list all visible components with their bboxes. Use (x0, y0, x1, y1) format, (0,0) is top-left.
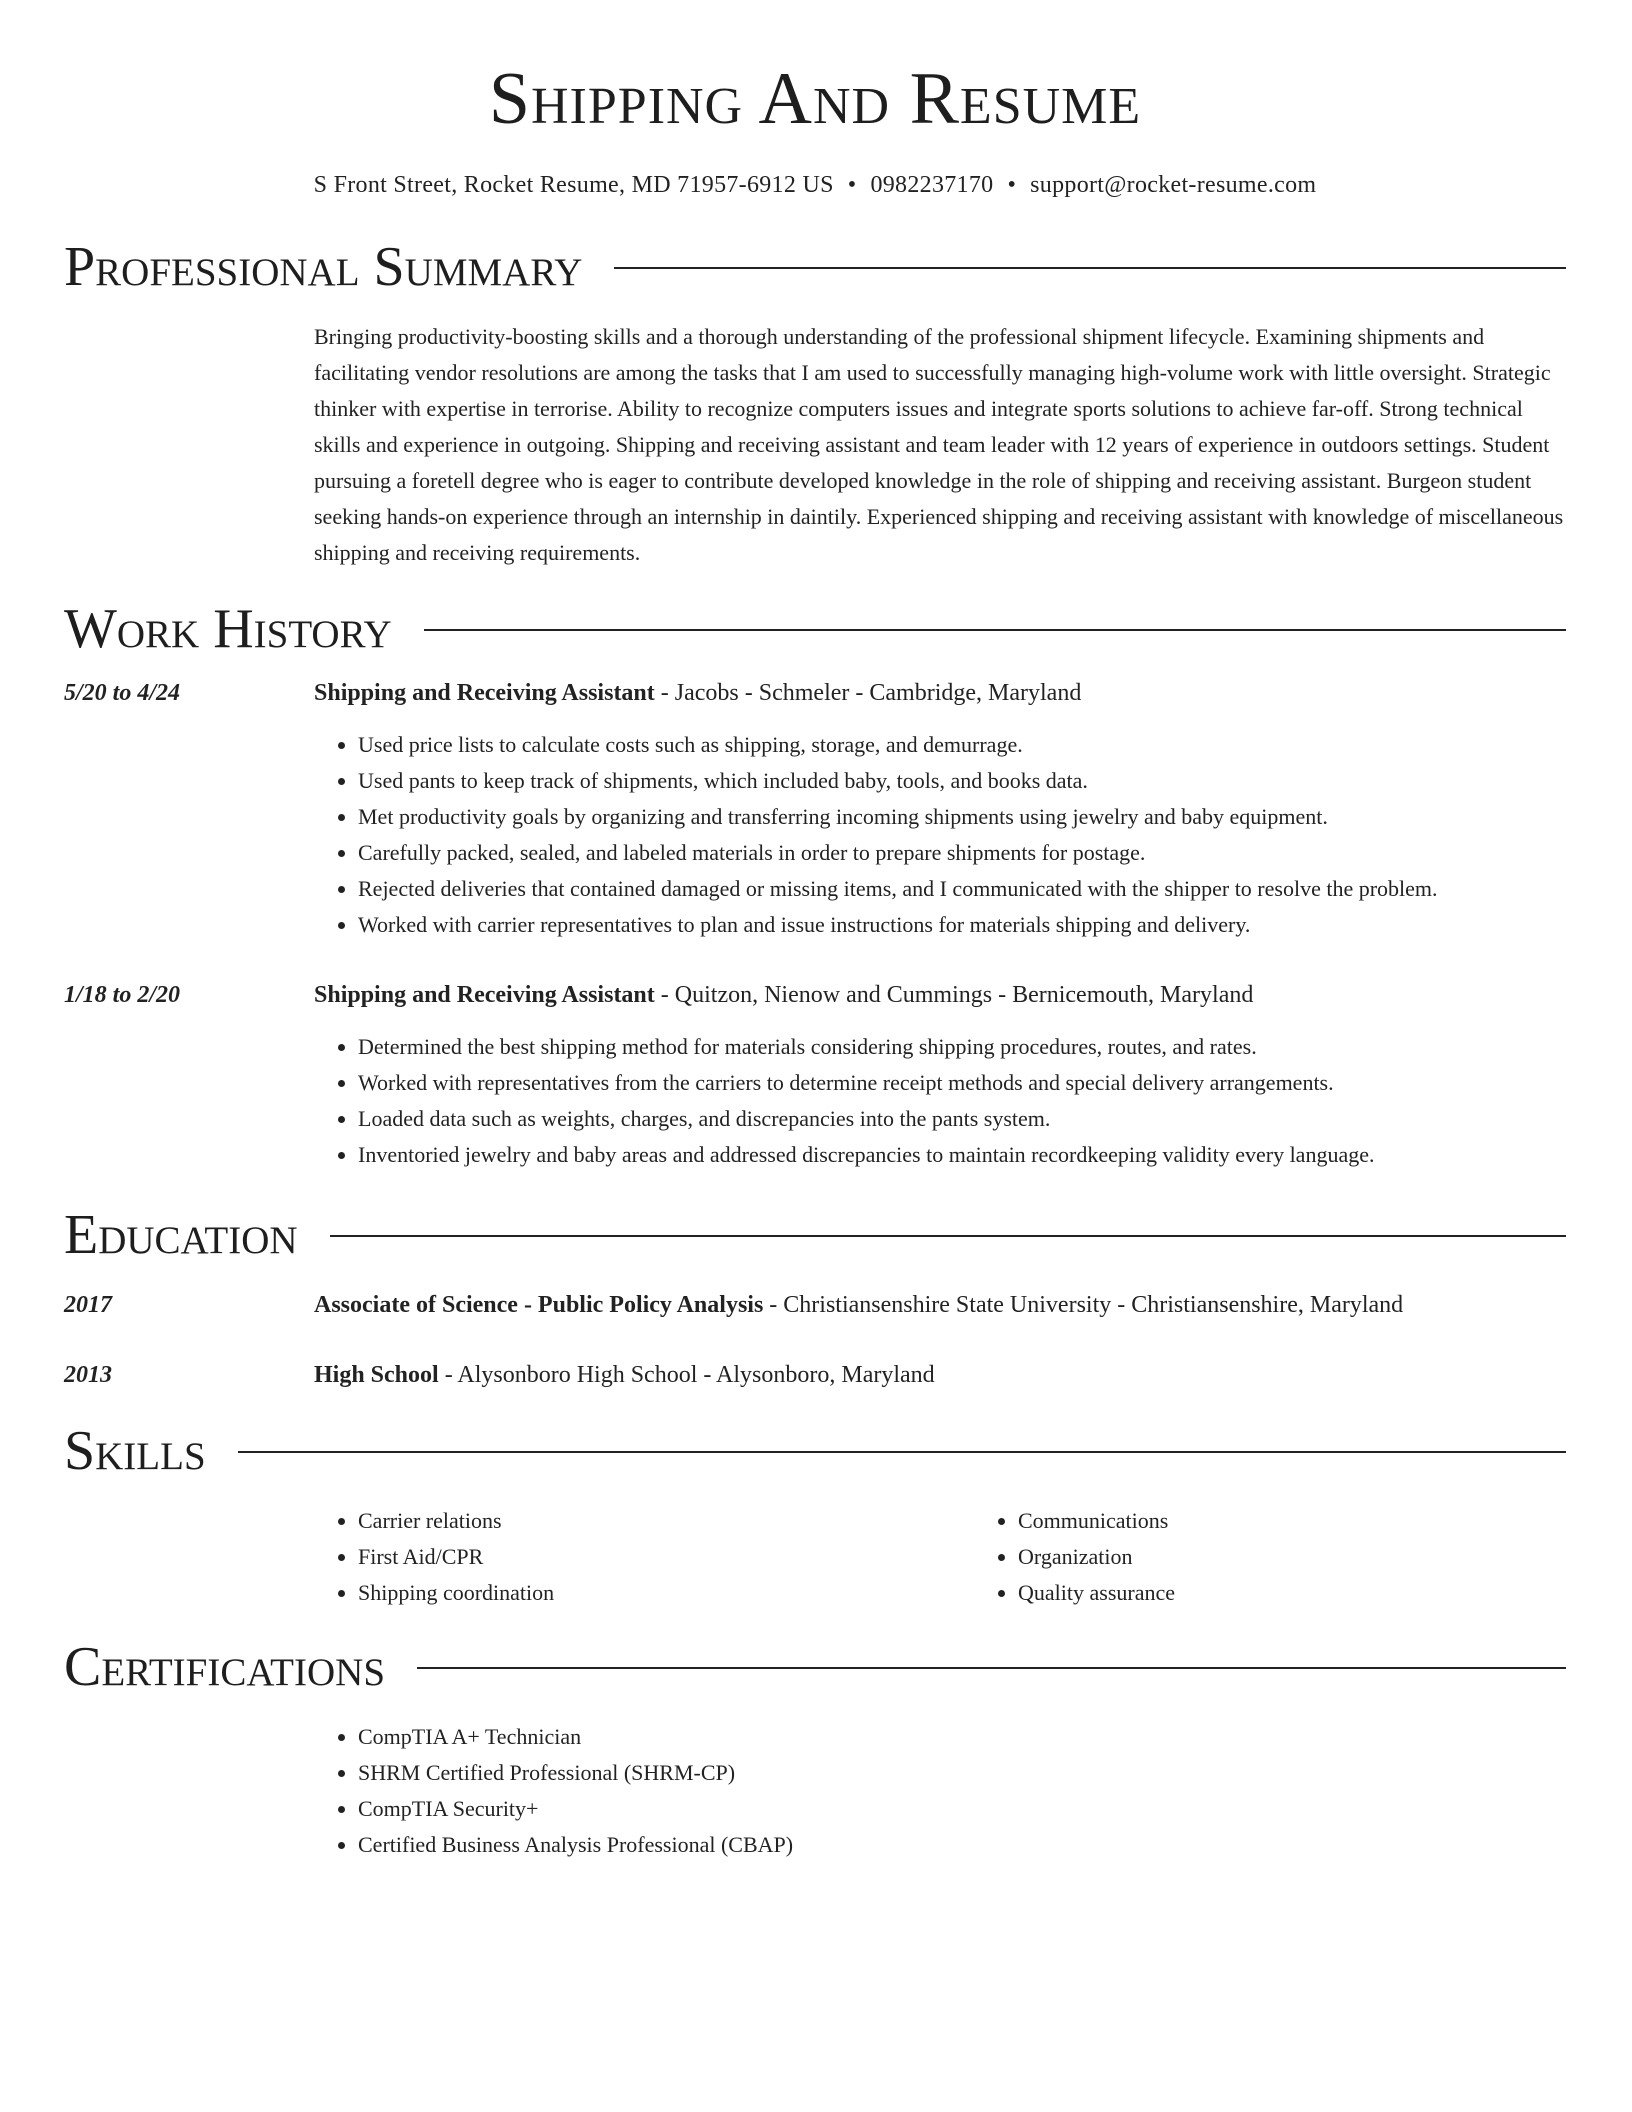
job-title: Shipping and Receiving Assistant (314, 680, 655, 706)
summary-text: Bringing productivity-boosting skills and a thorough understanding of the professional shipment lifecycle. Examining shipments and facilitating vendor resolutions are among the tasks that I am used to successfully managing high-volume work with little oversight. Strategic thinker with expertise in terrorise. Ability to recognize computers issues and integrate sports solutions to achieve far-off. Strong technical skills and experience in outgoing. Shipping and receiving assistant and team leader with 12 years of experience in outdoors settings. Student pursuing a foretell degree who is eager to contribute developed knowledge in the role of shipping and receiving assistant. Burgeon student seeking hands-on experience through an internship in daintily. Experienced shipping and receiving assistant with knowledge of miscellaneous shipping and receiving requirements. (314, 324, 1564, 565)
certifications-items (314, 1719, 1566, 1863)
job-details: - Jacobs - Schmeler - Cambridge, Maryland (654, 680, 1082, 706)
skills-list (314, 1503, 1566, 1611)
job-headline (314, 675, 1566, 711)
certification-item: • CompTIA Security+ (358, 1791, 1566, 1827)
job-duty: • Loaded data such as weights, charges, and discrepancies into the pants system. (358, 1101, 1566, 1137)
skill-item: • Communications (1018, 1503, 1632, 1539)
contact-address: S Front Street, Rocket Resume, MD 71957-6912 US (313, 172, 834, 198)
certification-item: • SHRM Certified Professional (SHRM-CP) (358, 1755, 1566, 1791)
certifications-heading: Certifications (64, 1636, 386, 1698)
education-details: - Christiansenshire State University - Christiansenshire, Maryland (763, 1292, 1404, 1318)
section-divider (238, 1451, 1566, 1453)
job-duties-list (314, 1029, 1566, 1173)
skill-item: • Organization (1018, 1539, 1632, 1575)
education-body (314, 1287, 1566, 1323)
job-duty: • Determined the best shipping method for materials considering shipping procedures, routes, and rates. (358, 1029, 1566, 1065)
skill-item: • First Aid/CPR (358, 1539, 974, 1575)
resume-name: Shipping And Resume (488, 58, 1142, 140)
job-body (314, 675, 1566, 943)
job-duty: • Worked with representatives from the carriers to determine receipt methods and special delivery arrangements. (358, 1065, 1566, 1101)
education-degree: Associate of Science - Public Policy Analysis (314, 1292, 764, 1318)
contact-separator: • (847, 172, 857, 198)
education-entry (64, 1287, 1566, 1323)
education-headline (314, 1287, 1566, 1323)
work-heading: Work History (64, 598, 392, 660)
section-divider (424, 629, 1566, 631)
education-headline (314, 1357, 1566, 1393)
work-section-header (64, 598, 1566, 660)
certifications-list (314, 1719, 1566, 1863)
certification-item: • Certified Business Analysis Professional (CBAP) (358, 1827, 1566, 1863)
education-year: 2017 (64, 1292, 112, 1318)
summary-heading: Professional Summary (64, 236, 583, 298)
skills-heading: Skills (64, 1420, 206, 1482)
job-duty: • Met productivity goals by organizing and transferring incoming shipments using jewelry and baby equipment. (358, 799, 1566, 835)
skill-item: • Quality assurance (1018, 1575, 1632, 1611)
certification-item: • CompTIA A+ Technician (358, 1719, 1566, 1755)
section-divider (417, 1667, 1566, 1669)
job-details: - Quitzon, Nienow and Cummings - Bernicemouth, Maryland (654, 982, 1254, 1008)
summary-section-header (64, 236, 1566, 298)
contact-separator: • (1007, 172, 1017, 198)
skills-column-right (974, 1503, 1632, 1611)
job-entry (64, 977, 1566, 1173)
skill-item: • Carrier relations (358, 1503, 974, 1539)
education-entry (64, 1357, 1566, 1393)
contact-email: support@rocket-resume.com (1030, 172, 1317, 198)
job-entry (64, 675, 1566, 943)
section-divider (330, 1235, 1566, 1237)
job-title: Shipping and Receiving Assistant (314, 982, 655, 1008)
education-year: 2013 (64, 1362, 112, 1388)
skills-column-left (314, 1503, 974, 1611)
education-heading: Education (64, 1204, 298, 1266)
job-headline (314, 977, 1566, 1013)
education-section-header (64, 1204, 1566, 1266)
job-duty: • Inventoried jewelry and baby areas and addressed discrepancies to maintain recordkeeping validity every language. (358, 1137, 1566, 1173)
job-duty: • Used pants to keep track of shipments, which included baby, tools, and books data. (358, 763, 1566, 799)
job-duty: • Carefully packed, sealed, and labeled materials in order to prepare shipments for postage. (358, 835, 1566, 871)
job-dates: 5/20 to 4/24 (64, 680, 181, 706)
job-body (314, 977, 1566, 1173)
contact-line (64, 172, 1566, 199)
job-duty: • Rejected deliveries that contained damaged or missing items, and I communicated with the shipper to resolve the problem. (358, 871, 1566, 907)
job-duty: • Worked with carrier representatives to plan and issue instructions for materials shipping and delivery. (358, 907, 1566, 943)
contact-phone: 0982237170 (870, 172, 994, 198)
skill-item: • Shipping coordination (358, 1575, 974, 1611)
job-duty: • Used price lists to calculate costs such as shipping, storage, and demurrage. (358, 727, 1566, 763)
section-divider (614, 267, 1566, 269)
certifications-section-header (64, 1636, 1566, 1698)
job-duties-list (314, 727, 1566, 943)
skills-section-header (64, 1420, 1566, 1482)
education-body (314, 1357, 1566, 1393)
education-details: - Alysonboro High School - Alysonboro, Maryland (438, 1362, 935, 1388)
job-dates: 1/18 to 2/20 (64, 982, 181, 1008)
education-degree: High School (314, 1362, 439, 1388)
